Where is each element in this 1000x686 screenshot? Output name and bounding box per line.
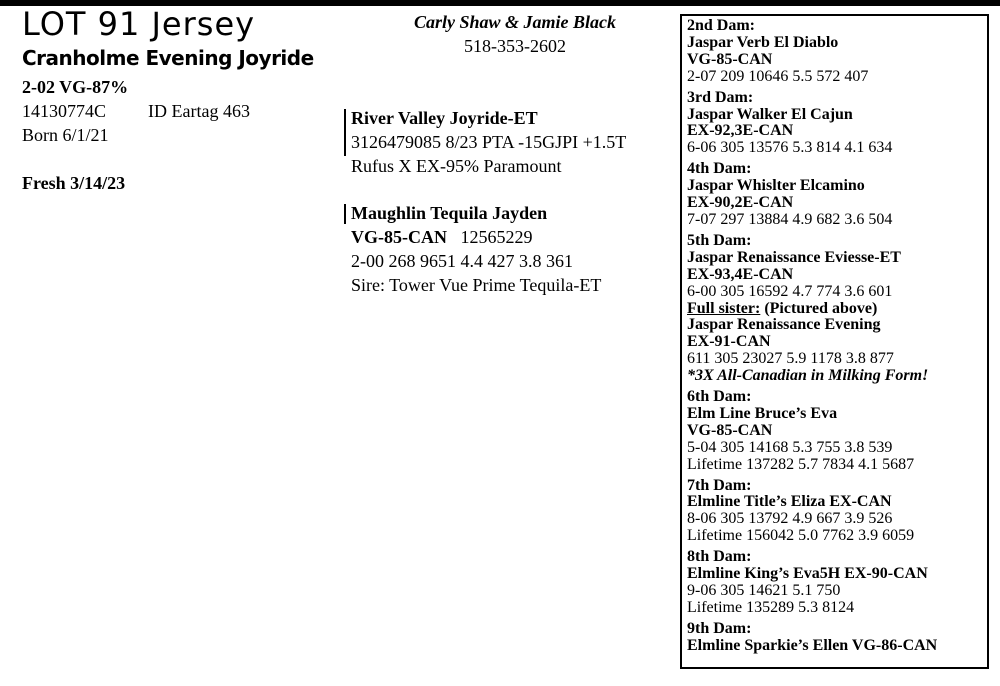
dam-entry-record: 6-00 305 16592 4.7 774 3.6 601 [687, 282, 893, 300]
dam-entry-3 [687, 90, 987, 158]
dam-entry-record: 2-07 209 10646 5.5 572 407 [687, 67, 869, 85]
dam-entry-5 [687, 233, 987, 301]
dam-entry-classification: EX-92,3E-CAN [687, 122, 794, 140]
dam-entry-4 [687, 161, 987, 229]
dam-sire: Sire: Tower Vue Prime Tequila-ET [351, 275, 602, 295]
dam-entry-record: 7-07 297 13884 4.9 682 3.6 504 [687, 210, 893, 228]
dam-entry-name: Jaspar Renaissance Eviesse-ET [687, 248, 901, 266]
registration-line [22, 100, 250, 122]
dam-entry-lifetime: Lifetime 156042 5.0 7762 3.9 6059 [687, 527, 915, 545]
dam-entry-record: 5-04 305 14168 5.3 755 3.8 539 [687, 438, 893, 456]
dam-record: 2-00 268 9651 4.4 427 3.8 361 [351, 251, 573, 271]
dam-entry-classification: EX-93,4E-CAN [687, 265, 794, 283]
dam-entry-name: Jaspar Walker El Cajun [687, 105, 853, 123]
dam-entry-lifetime: Lifetime 137282 5.7 7834 4.1 5687 [687, 455, 915, 473]
full-sister-note: *3X All-Canadian in Milking Form! [687, 367, 929, 385]
eartag-id: ID Eartag 463 [148, 101, 250, 121]
dam-heading: 2nd Dam: [687, 17, 756, 34]
dam-heading: 6th Dam: [687, 388, 752, 406]
dam-entry-name: Jaspar Whislter Elcamino [687, 177, 865, 195]
dam-classification: VG-85-CAN [351, 227, 447, 247]
cow-name: Cranholme Evening Joyride [22, 46, 314, 70]
dam-entry-9 [687, 621, 987, 655]
full-sister-record: 611 305 23027 5.9 1178 3.8 877 [687, 350, 894, 368]
dam-entry-6 [687, 389, 987, 474]
consignor-phone: 518-353-2602 [464, 36, 566, 56]
dam-entry-name: Elmline Title’s Eliza EX-CAN [687, 493, 892, 511]
full-sister-classification: EX-91-CAN [687, 333, 771, 351]
dam-entry-classification: VG-85-CAN [687, 50, 773, 68]
dam-entry-name: Elmline Sparkie’s Ellen VG-86-CAN [687, 636, 938, 654]
full-sister-name: Jaspar Renaissance Evening [687, 316, 881, 334]
lot-title: LOT 91 Jersey [22, 5, 256, 43]
dam-entry-classification: EX-90,2E-CAN [687, 194, 794, 212]
dam-heading: 8th Dam: [687, 548, 752, 566]
fresh-date: Fresh 3/14/23 [22, 173, 126, 193]
dam-bracket [344, 204, 346, 224]
full-sister-label-note: (Pictured above) [760, 299, 878, 317]
dam-entry-lifetime: Lifetime 135289 5.3 8124 [687, 598, 855, 616]
registration-number: 14130774C [22, 101, 107, 121]
dam-block [351, 201, 601, 297]
sire-pedigree: Rufus X EX-95% Paramount [351, 156, 562, 176]
dam-heading: 3rd Dam: [687, 88, 754, 106]
dam-entry-name: Jaspar Verb El Diablo [687, 33, 839, 51]
dam-entry-2 [687, 18, 987, 86]
sire-info: 3126479085 8/23 PTA -15GJPI +1.5T [351, 132, 627, 152]
full-sister-entry [687, 301, 987, 386]
dam-heading: 9th Dam: [687, 619, 752, 637]
dam-entry-record: 8-06 305 13792 4.9 667 3.9 526 [687, 510, 893, 528]
sire-name: River Valley Joyride-ET [351, 108, 538, 128]
dam-entry-record: 6-06 305 13576 5.3 814 4.1 634 [687, 139, 893, 157]
dam-heading: 4th Dam: [687, 160, 752, 178]
cow-classification: 2-02 VG-87% [22, 77, 129, 97]
dam-entry-name: Elm Line Bruce’s Eva [687, 404, 838, 422]
consignor-names: Carly Shaw & Jamie Black [413, 12, 617, 32]
full-sister-label: Full sister: [687, 299, 761, 317]
dam-heading: 5th Dam: [687, 231, 752, 249]
dam-entry-name: Elmline King’s Eva5H EX-90-CAN [687, 565, 928, 583]
dam-entry-classification: VG-85-CAN [687, 421, 773, 439]
dam-classification-line [351, 225, 601, 249]
dam-entry-7 [687, 478, 987, 546]
sire-block [351, 106, 626, 178]
dam-heading: 7th Dam: [687, 476, 752, 494]
sire-bracket [344, 109, 346, 156]
dam-name: Maughlin Tequila Jayden [351, 203, 548, 223]
consignor [390, 10, 640, 58]
dam-entry-record: 9-06 305 14621 5.1 750 [687, 582, 841, 599]
dam-entry-8 [687, 549, 987, 617]
dam-lineage-box [680, 14, 989, 669]
dam-registration: 12565229 [460, 227, 533, 247]
birth-date: Born 6/1/21 [22, 125, 109, 145]
full-sister-heading [687, 301, 987, 318]
